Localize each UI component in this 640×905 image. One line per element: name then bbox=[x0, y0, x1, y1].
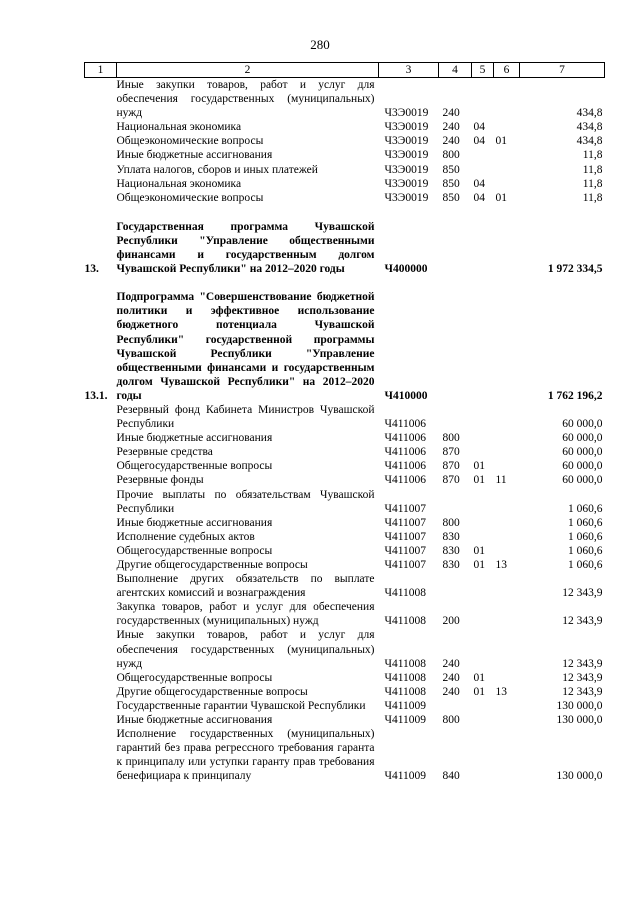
item-name: Иные закупки товаров, работ и услуг для обеспечения государственных (муниципальных) нужд bbox=[116, 79, 375, 120]
row-number bbox=[85, 699, 117, 713]
row-number bbox=[85, 685, 117, 699]
section: 04 bbox=[473, 191, 485, 204]
target-code: Ч3Э0019 bbox=[384, 177, 429, 190]
table-row bbox=[85, 558, 605, 572]
item-name: Государственная программа Чувашской Республики "Управление общественными финансами и государственным долгом Чувашской Республики" на 2012–2020 годы bbox=[116, 220, 375, 276]
item-name: Национальная экономика bbox=[116, 177, 242, 190]
amount: 1 060,6 bbox=[568, 559, 603, 571]
page-number: 280 bbox=[310, 37, 330, 52]
table-row bbox=[85, 220, 605, 276]
subsection bbox=[494, 459, 520, 473]
section bbox=[472, 220, 494, 276]
row-number bbox=[85, 473, 117, 487]
section bbox=[472, 516, 494, 530]
target-code: Ч411007 bbox=[384, 544, 427, 557]
expense-type: 240 bbox=[442, 121, 460, 134]
item-name: Другие общегосударственные вопросы bbox=[116, 685, 308, 698]
section bbox=[472, 713, 494, 727]
amount: 11,8 bbox=[582, 191, 603, 204]
target-code: Ч411007 bbox=[384, 530, 427, 543]
row-number bbox=[85, 488, 117, 516]
amount: 434,8 bbox=[576, 121, 603, 134]
budget-table bbox=[84, 62, 605, 784]
item-name: Общегосударственные вопросы bbox=[116, 460, 273, 473]
table-row bbox=[85, 78, 605, 121]
item-name: Другие общегосударственные вопросы bbox=[116, 559, 308, 571]
row-number bbox=[85, 671, 117, 685]
item-name: Иные закупки товаров, работ и услуг для обеспечения государственных (муниципальных) нужд bbox=[116, 629, 375, 670]
item-name: Государственные гарантии Чувашской Республики bbox=[116, 699, 366, 712]
target-code: Ч411006 bbox=[384, 460, 427, 473]
table-row bbox=[85, 290, 605, 403]
item-name: Национальная экономика bbox=[116, 121, 242, 134]
target-code: Ч411009 bbox=[384, 714, 427, 727]
table-row bbox=[85, 163, 605, 177]
expense-type: 830 bbox=[442, 559, 460, 571]
target-code: Ч3Э0019 bbox=[384, 135, 429, 148]
amount: 130 000,0 bbox=[556, 770, 603, 783]
table-row bbox=[85, 516, 605, 530]
row-number bbox=[85, 163, 117, 177]
row-number bbox=[85, 191, 117, 205]
amount: 12 343,9 bbox=[562, 671, 603, 684]
item-name: Уплата налогов, сборов и иных платежей bbox=[116, 163, 318, 176]
subsection bbox=[494, 220, 520, 276]
expense-type: 830 bbox=[442, 544, 460, 557]
expense-type: 800 bbox=[442, 432, 460, 445]
amount: 1 060,6 bbox=[568, 530, 603, 543]
row-number bbox=[85, 558, 117, 572]
expense-type: 850 bbox=[442, 163, 460, 176]
item-name: Иные бюджетные ассигнования bbox=[116, 516, 273, 529]
item-name: Общеэкономические вопросы bbox=[116, 191, 264, 204]
amount: 12 343,9 bbox=[562, 657, 603, 670]
item-name: Подпрограмма "Совершенствование бюджетной политики и эффективное использование бюджетного потенциала Чувашской Республики" государственной программы Чувашской Республики "Управление общественными финансами и государственным долгом Чувашской Республики" на 2012–2020 годы bbox=[116, 291, 375, 402]
amount: 60 000,0 bbox=[562, 446, 603, 459]
target-code: Ч411008 bbox=[384, 587, 427, 600]
item-name: Выполнение других обязательств по выплате агентских комиссий и вознаграждения bbox=[116, 573, 375, 600]
target-code: Ч3Э0019 bbox=[384, 121, 429, 134]
subsection bbox=[494, 163, 520, 177]
table-row bbox=[85, 459, 605, 473]
section: 04 bbox=[473, 121, 485, 134]
row-number bbox=[85, 713, 117, 727]
subsection bbox=[494, 530, 520, 544]
expense-type bbox=[439, 488, 472, 516]
item-name: Резервные средства bbox=[116, 446, 213, 459]
section: 01 bbox=[473, 460, 485, 473]
table-row bbox=[85, 403, 605, 431]
table-row bbox=[85, 572, 605, 600]
row-number bbox=[85, 600, 117, 628]
target-code: Ч411006 bbox=[384, 418, 427, 431]
section: 01 bbox=[473, 474, 485, 487]
header-cell: 6 bbox=[494, 63, 520, 78]
table-row bbox=[85, 713, 605, 727]
row-number bbox=[85, 134, 117, 148]
target-code: Ч411006 bbox=[384, 474, 427, 487]
expense-type: 800 bbox=[442, 516, 460, 529]
table-row bbox=[85, 431, 605, 445]
subsection: 13 bbox=[495, 559, 507, 571]
amount: 130 000,0 bbox=[556, 699, 603, 712]
item-name: Исполнение государственных (муниципальных) гарантий без права регрессного требования гаранта к принципалу или уступки гаранту прав требования бенефициара к принципалу bbox=[116, 728, 375, 783]
subsection bbox=[494, 177, 520, 191]
table-row bbox=[85, 699, 605, 713]
section bbox=[472, 628, 494, 670]
amount: 434,8 bbox=[576, 107, 603, 120]
target-code: Ч411008 bbox=[384, 657, 427, 670]
amount: 434,8 bbox=[576, 135, 603, 148]
table-row bbox=[85, 671, 605, 685]
expense-type bbox=[439, 572, 472, 600]
target-code: Ч411008 bbox=[384, 615, 427, 628]
target-code: Ч3Э0019 bbox=[384, 191, 429, 204]
amount: 60 000,0 bbox=[562, 460, 603, 473]
expense-type bbox=[439, 290, 472, 403]
table-row bbox=[85, 600, 605, 628]
expense-type: 850 bbox=[442, 191, 460, 204]
target-code: Ч3Э0019 bbox=[384, 149, 429, 162]
amount: 12 343,9 bbox=[562, 685, 603, 698]
table-row bbox=[85, 628, 605, 670]
target-code: Ч411006 bbox=[384, 432, 427, 445]
row-number bbox=[85, 445, 117, 459]
item-name: Общегосударственные вопросы bbox=[116, 544, 273, 557]
spacer-row bbox=[85, 276, 605, 290]
section bbox=[472, 530, 494, 544]
row-number: 13. bbox=[84, 263, 99, 276]
row-number bbox=[85, 431, 117, 445]
amount: 1 060,6 bbox=[568, 516, 603, 529]
expense-type: 850 bbox=[442, 177, 460, 190]
subsection bbox=[494, 600, 520, 628]
target-code: Ч411007 bbox=[384, 516, 427, 529]
row-number bbox=[85, 572, 117, 600]
subsection bbox=[494, 628, 520, 670]
spacer-cell bbox=[85, 205, 605, 220]
section bbox=[472, 78, 494, 121]
spacer-row bbox=[85, 205, 605, 220]
subsection bbox=[494, 572, 520, 600]
subsection bbox=[494, 516, 520, 530]
row-number bbox=[85, 403, 117, 431]
row-number bbox=[85, 177, 117, 191]
table-row bbox=[85, 530, 605, 544]
section: 01 bbox=[473, 559, 485, 571]
subsection bbox=[494, 727, 520, 783]
expense-type: 240 bbox=[442, 657, 460, 670]
target-code: Ч3Э0019 bbox=[384, 107, 429, 120]
row-number bbox=[85, 516, 117, 530]
table-row bbox=[85, 727, 605, 783]
expense-type: 800 bbox=[442, 714, 460, 727]
header-cell: 4 bbox=[439, 63, 472, 78]
target-code: Ч400000 bbox=[384, 263, 428, 276]
expense-type: 870 bbox=[442, 474, 460, 487]
expense-type: 800 bbox=[442, 149, 460, 162]
item-name: Исполнение судебных актов bbox=[116, 530, 255, 543]
target-code: Ч411009 bbox=[384, 770, 427, 783]
amount: 11,8 bbox=[582, 149, 603, 162]
subsection: 01 bbox=[495, 135, 507, 148]
target-code: Ч411007 bbox=[384, 502, 427, 515]
table-row bbox=[85, 685, 605, 699]
row-number bbox=[85, 78, 117, 121]
subsection bbox=[494, 445, 520, 459]
expense-type: 240 bbox=[442, 107, 460, 120]
subsection bbox=[494, 431, 520, 445]
target-code: Ч411009 bbox=[384, 699, 427, 712]
target-code: Ч411008 bbox=[384, 685, 427, 698]
subsection bbox=[494, 671, 520, 685]
row-number bbox=[85, 120, 117, 134]
item-name: Иные бюджетные ассигнования bbox=[116, 149, 273, 162]
expense-type: 240 bbox=[442, 685, 460, 698]
subsection bbox=[494, 713, 520, 727]
expense-type: 830 bbox=[442, 530, 460, 543]
subsection bbox=[494, 290, 520, 403]
item-name: Резервный фонд Кабинета Министров Чувашской Республики bbox=[116, 403, 375, 431]
expense-type bbox=[439, 403, 472, 431]
section: 01 bbox=[473, 685, 485, 698]
header-cell: 2 bbox=[117, 63, 379, 78]
amount: 12 343,9 bbox=[562, 587, 603, 600]
target-code: Ч410000 bbox=[384, 389, 428, 402]
section bbox=[472, 572, 494, 600]
amount: 11,8 bbox=[582, 163, 603, 176]
amount: 12 343,9 bbox=[562, 615, 603, 628]
table-row bbox=[85, 177, 605, 191]
subsection bbox=[494, 488, 520, 516]
row-number: 13.1. bbox=[84, 389, 108, 402]
section: 04 bbox=[473, 135, 485, 148]
expense-type: 870 bbox=[442, 460, 460, 473]
section: 04 bbox=[473, 177, 485, 190]
section bbox=[472, 600, 494, 628]
table-row bbox=[85, 148, 605, 162]
item-name: Резервные фонды bbox=[116, 474, 204, 487]
expense-type: 240 bbox=[442, 671, 460, 684]
table-body bbox=[85, 78, 605, 784]
header-cell: 5 bbox=[472, 63, 494, 78]
subsection bbox=[494, 699, 520, 713]
row-number bbox=[85, 727, 117, 783]
expense-type: 200 bbox=[442, 615, 460, 628]
subsection: 13 bbox=[495, 685, 507, 698]
section bbox=[472, 727, 494, 783]
item-name: Общеэкономические вопросы bbox=[116, 135, 264, 148]
expense-type: 870 bbox=[442, 446, 460, 459]
subsection bbox=[494, 78, 520, 121]
table-row bbox=[85, 445, 605, 459]
subsection bbox=[494, 544, 520, 558]
table-row bbox=[85, 544, 605, 558]
header-cell: 3 bbox=[379, 63, 439, 78]
row-number bbox=[85, 459, 117, 473]
row-number bbox=[85, 530, 117, 544]
target-code: Ч411008 bbox=[384, 671, 427, 684]
subsection bbox=[494, 148, 520, 162]
expense-type: 240 bbox=[442, 135, 460, 148]
row-number bbox=[85, 628, 117, 670]
section: 01 bbox=[473, 671, 485, 684]
item-name: Общегосударственные вопросы bbox=[116, 671, 273, 684]
amount: 11,8 bbox=[582, 177, 603, 190]
amount: 1 060,6 bbox=[568, 502, 603, 515]
table-row bbox=[85, 191, 605, 205]
section bbox=[472, 163, 494, 177]
subsection bbox=[494, 120, 520, 134]
amount: 130 000,0 bbox=[556, 714, 603, 727]
row-number bbox=[85, 544, 117, 558]
amount: 1 972 334,5 bbox=[547, 263, 603, 276]
section bbox=[472, 403, 494, 431]
item-name: Закупка товаров, работ и услуг для обеспечения государственных (муниципальных) нужд bbox=[116, 601, 375, 628]
expense-type bbox=[439, 699, 472, 713]
section: 01 bbox=[473, 544, 485, 557]
target-code: Ч411007 bbox=[384, 559, 427, 571]
table-row bbox=[85, 473, 605, 487]
table-row bbox=[85, 120, 605, 134]
section bbox=[472, 445, 494, 459]
section bbox=[472, 290, 494, 403]
subsection bbox=[494, 403, 520, 431]
table-row bbox=[85, 488, 605, 516]
item-name: Прочие выплаты по обязательствам Чувашской Республики bbox=[116, 488, 375, 515]
expense-type: 840 bbox=[442, 770, 460, 783]
amount: 60 000,0 bbox=[562, 418, 603, 431]
table-row bbox=[85, 134, 605, 148]
target-code: Ч411006 bbox=[384, 446, 427, 459]
section bbox=[472, 148, 494, 162]
amount: 1 060,6 bbox=[568, 544, 603, 557]
amount: 60 000,0 bbox=[562, 474, 603, 487]
spacer-cell bbox=[85, 276, 605, 290]
subsection: 11 bbox=[495, 474, 507, 487]
header-row bbox=[85, 63, 605, 78]
amount: 1 762 196,2 bbox=[547, 389, 603, 402]
item-name: Иные бюджетные ассигнования bbox=[116, 432, 273, 445]
section bbox=[472, 488, 494, 516]
header-cell: 7 bbox=[520, 63, 605, 78]
subsection: 01 bbox=[495, 191, 507, 204]
item-name: Иные бюджетные ассигнования bbox=[116, 714, 273, 727]
header-cell: 1 bbox=[85, 63, 117, 78]
target-code: Ч3Э0019 bbox=[384, 163, 429, 176]
section bbox=[472, 431, 494, 445]
row-number bbox=[85, 148, 117, 162]
section bbox=[472, 699, 494, 713]
expense-type bbox=[439, 220, 472, 276]
amount: 60 000,0 bbox=[562, 432, 603, 445]
